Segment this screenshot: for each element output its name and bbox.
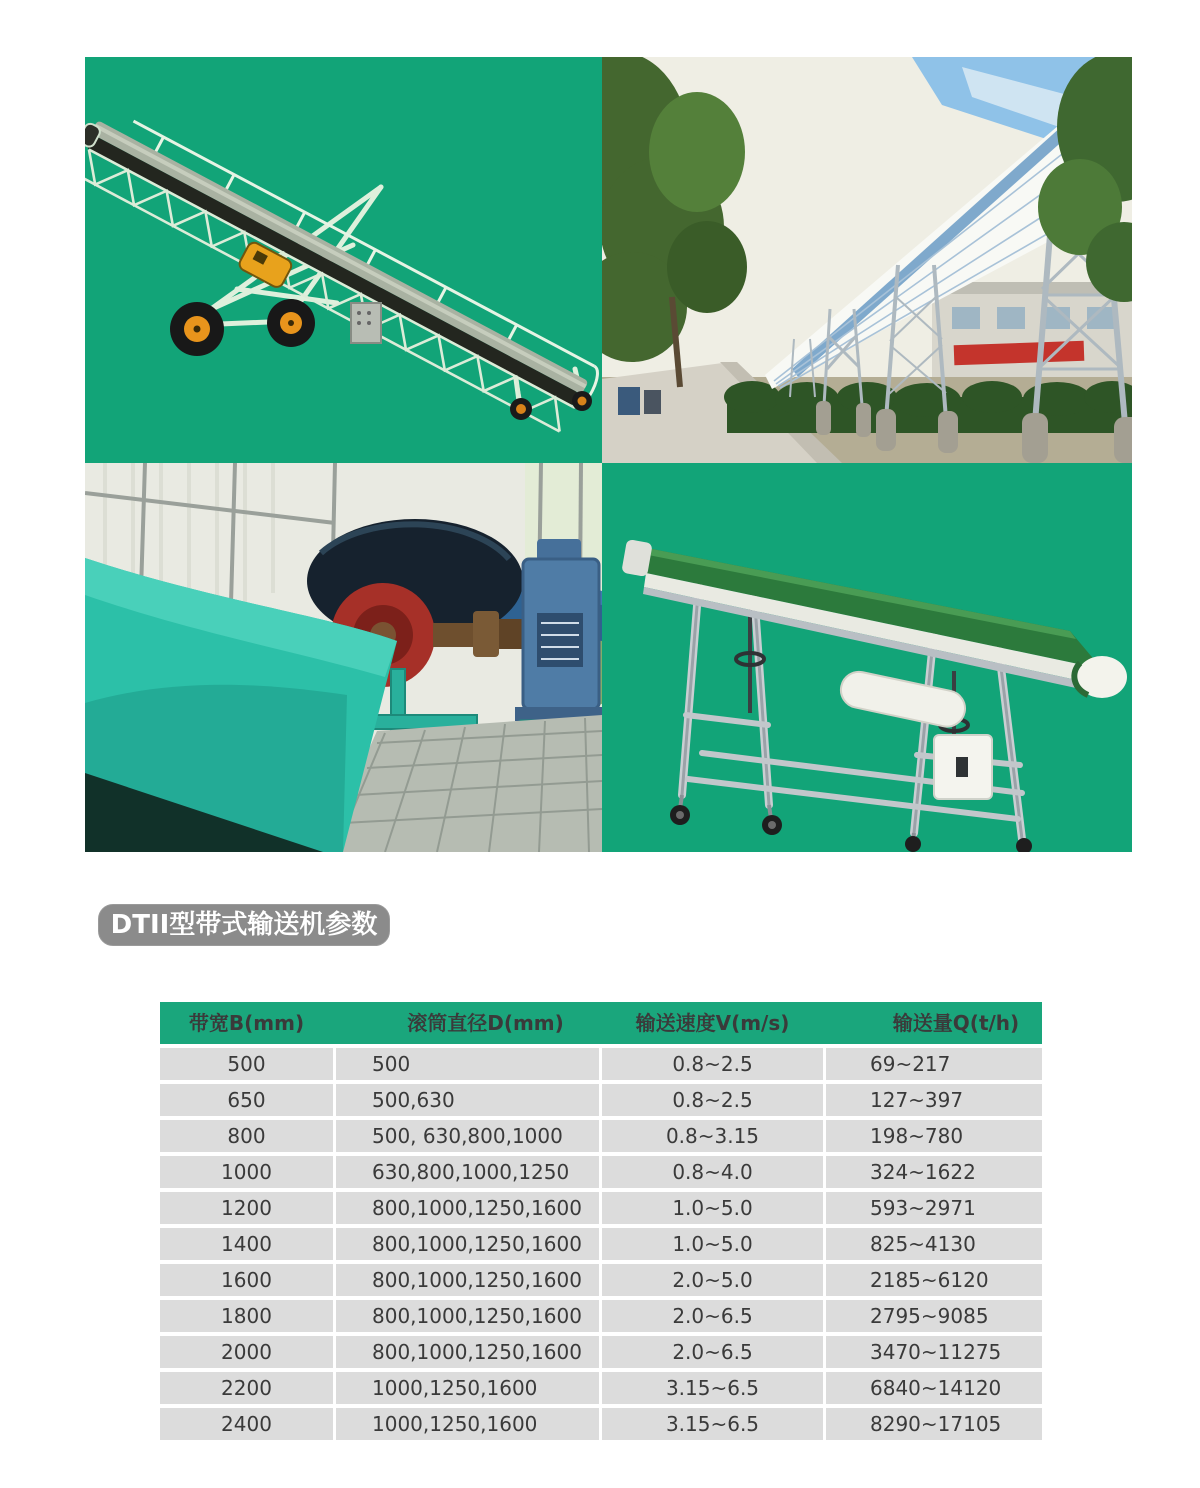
belt-conveyor-table-illustration — [602, 463, 1132, 852]
table-cell: 800,1000,1250,1600 — [336, 1228, 599, 1260]
table-cell: 500 — [160, 1048, 333, 1080]
section-title-badge — [98, 904, 390, 946]
table-cell: 800,1000,1250,1600 — [336, 1264, 599, 1296]
drive-pulley-illustration — [85, 463, 602, 852]
column-header-drum-diameter: 滚筒直径D(mm) — [407, 1011, 564, 1035]
table-cell: 127~397 — [826, 1084, 1042, 1116]
drive-pulley-photo — [85, 463, 602, 852]
column-header-speed: 输送速度V(m/s) — [635, 1011, 790, 1035]
table-body — [160, 1048, 1042, 1440]
table-cell: 2200 — [160, 1372, 333, 1404]
table-cell: 650 — [160, 1084, 333, 1116]
table-cell: 1.0~5.0 — [602, 1228, 823, 1260]
table-cell: 0.8~2.5 — [602, 1048, 823, 1080]
product-photo-collage — [85, 57, 1132, 852]
table-cell: 3.15~6.5 — [602, 1408, 823, 1440]
table-cell: 69~217 — [826, 1048, 1042, 1080]
table-row — [160, 1228, 1042, 1260]
table-cell: 1800 — [160, 1300, 333, 1332]
table-row — [160, 1408, 1042, 1440]
table-cell: 2.0~6.5 — [602, 1300, 823, 1332]
table-cell: 2185~6120 — [826, 1264, 1042, 1296]
table-cell: 3.15~6.5 — [602, 1372, 823, 1404]
table-cell: 1.0~5.0 — [602, 1192, 823, 1224]
table-cell: 8290~17105 — [826, 1408, 1042, 1440]
table-cell: 0.8~4.0 — [602, 1156, 823, 1188]
table-cell: 6840~14120 — [826, 1372, 1042, 1404]
table-cell: 2.0~6.5 — [602, 1336, 823, 1368]
table-cell: 800,1000,1250,1600 — [336, 1192, 599, 1224]
mobile-conveyor-image — [85, 57, 602, 463]
table-row — [160, 1264, 1042, 1296]
table-cell: 1400 — [160, 1228, 333, 1260]
table-cell: 593~2971 — [826, 1192, 1042, 1224]
table-cell: 324~1622 — [826, 1156, 1042, 1188]
table-cell: 198~780 — [826, 1120, 1042, 1152]
table-cell: 1200 — [160, 1192, 333, 1224]
table-cell: 1000 — [160, 1156, 333, 1188]
table-row — [160, 1192, 1042, 1224]
table-row — [160, 1300, 1042, 1332]
column-header-capacity: 输送量Q(t/h) — [892, 1011, 1020, 1035]
parameter-table — [160, 1002, 1042, 1440]
table-row — [160, 1048, 1042, 1080]
table-row — [160, 1336, 1042, 1368]
table-cell: 2400 — [160, 1408, 333, 1440]
table-cell: 500,630 — [336, 1084, 599, 1116]
table-cell: 2795~9085 — [826, 1300, 1042, 1332]
table-cell: 3470~11275 — [826, 1336, 1042, 1368]
table-cell: 800 — [160, 1120, 333, 1152]
section-title-label: DTII型带式输送机参数 — [110, 910, 378, 940]
table-cell: 800,1000,1250,1600 — [336, 1300, 599, 1332]
table-cell: 0.8~3.15 — [602, 1120, 823, 1152]
table-cell: 500 — [336, 1048, 599, 1080]
table-cell: 800,1000,1250,1600 — [336, 1336, 599, 1368]
table-cell: 1000,1250,1600 — [336, 1372, 599, 1404]
table-cell: 1600 — [160, 1264, 333, 1296]
table-header-row — [160, 1002, 1042, 1044]
table-row — [160, 1372, 1042, 1404]
table-cell: 2.0~5.0 — [602, 1264, 823, 1296]
table-cell: 1000,1250,1600 — [336, 1408, 599, 1440]
conveyor-gallery-illustration — [602, 57, 1132, 463]
table-row — [160, 1120, 1042, 1152]
table-cell: 500, 630,800,1000 — [336, 1120, 599, 1152]
table-cell: 2000 — [160, 1336, 333, 1368]
column-header-belt-width: 带宽B(mm) — [188, 1011, 305, 1035]
mobile-conveyor-illustration — [85, 57, 602, 463]
conveyor-gallery-photo — [602, 57, 1132, 463]
table-row — [160, 1156, 1042, 1188]
table-cell: 0.8~2.5 — [602, 1084, 823, 1116]
table-row — [160, 1084, 1042, 1116]
table-cell: 825~4130 — [826, 1228, 1042, 1260]
table-cell: 630,800,1000,1250 — [336, 1156, 599, 1188]
belt-conveyor-table-image — [602, 463, 1132, 852]
